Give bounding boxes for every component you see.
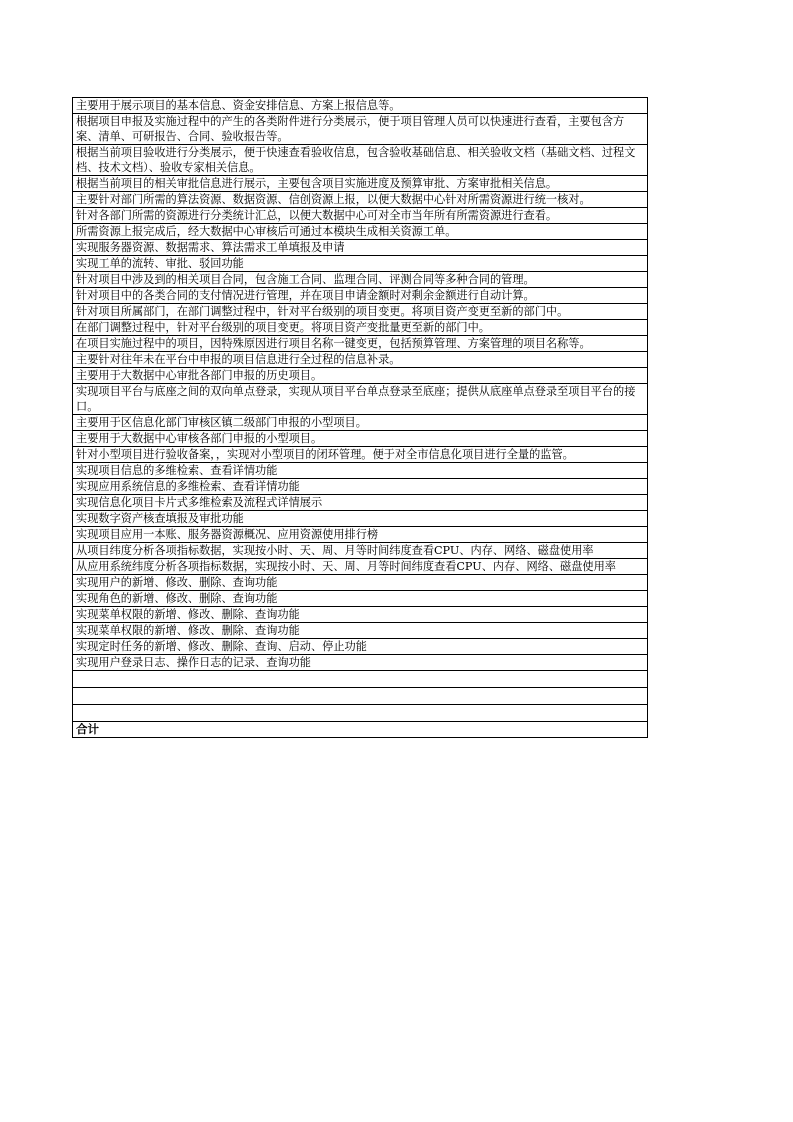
table-row [73, 208, 648, 224]
table-row [73, 591, 648, 607]
table-cell: 实现菜单权限的新增、修改、删除、查询功能 [73, 607, 648, 623]
table-cell: 主要用于大数据中心审批各部门申报的历史项目。 [73, 368, 648, 384]
table-row [73, 575, 648, 591]
table-cell: 主要针对往年未在平台中申报的项目信息进行全过程的信息补录。 [73, 352, 648, 368]
table-cell: 实现服务器资源、数据需求、算法需求工单填报及申请 [73, 240, 648, 256]
table-row [73, 384, 648, 415]
table-cell: 实现项目应用一本账、服务器资源概况、应用资源使用排行榜 [73, 527, 648, 543]
table-row [73, 559, 648, 575]
table-cell: 实现项目信息的多维检索、查看详情功能 [73, 463, 648, 479]
table-cell: 根据当前项目的相关审批信息进行展示，主要包含项目实施进度及预算审批、方案审批相关信息。 [73, 176, 648, 192]
table-cell: 实现用户的新增、修改、删除、查询功能 [73, 575, 648, 591]
total-label: 合计 [73, 722, 648, 738]
table-row [73, 495, 648, 511]
requirements-table [72, 97, 648, 738]
table-row [73, 240, 648, 256]
table-cell: 实现菜单权限的新增、修改、删除、查询功能 [73, 623, 648, 639]
table-row [73, 288, 648, 304]
table-cell: 针对项目中涉及到的相关项目合同，包含施工合同、监理合同、评测合同等多种合同的管理。 [73, 272, 648, 288]
table-row [73, 224, 648, 240]
table-cell: 实现定时任务的新增、修改、删除、查询、启动、停止功能 [73, 639, 648, 655]
table-row [73, 705, 648, 722]
table-row [73, 368, 648, 384]
table-row [73, 272, 648, 288]
table-cell: 实现信息化项目卡片式多维检索及流程式详情展示 [73, 495, 648, 511]
total-row [73, 722, 648, 738]
table-cell [73, 705, 648, 722]
table-cell: 实现应用系统信息的多维检索、查看详情功能 [73, 479, 648, 495]
table-cell: 实现工单的流转、审批、驳回功能 [73, 256, 648, 272]
table-row [73, 607, 648, 623]
table-row [73, 447, 648, 463]
table-cell: 从应用系统纬度分析各项指标数据，实现按小时、天、周、月等时间纬度查看CPU、内存、网络、磁盘使用率 [73, 559, 648, 575]
table-row [73, 688, 648, 705]
table-row [73, 256, 648, 272]
table-row [73, 639, 648, 655]
table-cell: 在项目实施过程中的项目，因特殊原因进行项目名称一键变更，包括预算管理、方案管理的项目名称等。 [73, 336, 648, 352]
table-row [73, 463, 648, 479]
table-cell [73, 671, 648, 688]
table-row [73, 192, 648, 208]
table-cell: 针对小型项目进行验收备案，，实现对小型项目的闭环管理。便于对全市信息化项目进行全量的监管。 [73, 447, 648, 463]
table-row [73, 320, 648, 336]
table-cell: 主要用于区信息化部门审核区镇二级部门申报的小型项目。 [73, 415, 648, 431]
table-row [73, 176, 648, 192]
table-cell: 主要用于展示项目的基本信息、资金安排信息、方案上报信息等。 [73, 98, 648, 114]
table-row [73, 304, 648, 320]
table-row [73, 352, 648, 368]
table-cell: 根据项目申报及实施过程中的产生的各类附件进行分类展示，便于项目管理人员可以快速进行查看，主要包含方案、清单、可研报告、合同、验收报告等。 [73, 114, 648, 145]
table-row [73, 527, 648, 543]
table-cell: 主要针对部门所需的算法资源、数据资源、信创资源上报，以便大数据中心针对所需资源进行统一核对。 [73, 192, 648, 208]
table-row [73, 98, 648, 114]
table-cell: 根据当前项目验收进行分类展示，便于快速查看验收信息，包含验收基础信息、相关验收文档（基础文档、过程文档、技术文档）、验收专家相关信息。 [73, 145, 648, 176]
table-row [73, 671, 648, 688]
table-row [73, 479, 648, 495]
table-row [73, 655, 648, 671]
table-cell: 所需资源上报完成后，经大数据中心审核后可通过本模块生成相关资源工单。 [73, 224, 648, 240]
table-row [73, 336, 648, 352]
table-row [73, 114, 648, 145]
table-cell: 针对项目所属部门，在部门调整过程中，针对平台级别的项目变更。将项目资产变更至新的部门中。 [73, 304, 648, 320]
table-cell [73, 688, 648, 705]
requirements-table-body [73, 98, 648, 738]
table-row [73, 543, 648, 559]
table-row [73, 511, 648, 527]
table-cell: 主要用于大数据中心审核各部门申报的小型项目。 [73, 431, 648, 447]
table-cell: 从项目纬度分析各项指标数据，实现按小时、天、周、月等时间纬度查看CPU、内存、网络、磁盘使用率 [73, 543, 648, 559]
table-cell: 实现用户登录日志、操作日志的记录、查询功能 [73, 655, 648, 671]
table-cell: 在部门调整过程中，针对平台级别的项目变更。将项目资产变批量更至新的部门中。 [73, 320, 648, 336]
table-cell: 实现数字资产核查填报及审批功能 [73, 511, 648, 527]
table-cell: 实现项目平台与底座之间的双向单点登录，实现从项目平台单点登录至底座；提供从底座单点登录至项目平台的接口。 [73, 384, 648, 415]
table-cell: 针对项目中的各类合同的支付情况进行管理，并在项目申请金额时对剩余金额进行自动计算。 [73, 288, 648, 304]
table-row [73, 431, 648, 447]
table-row [73, 415, 648, 431]
table-cell: 针对各部门所需的资源进行分类统计汇总，以便大数据中心可对全市当年所有所需资源进行查看。 [73, 208, 648, 224]
table-row [73, 623, 648, 639]
table-row [73, 145, 648, 176]
table-cell: 实现角色的新增、修改、删除、查询功能 [73, 591, 648, 607]
